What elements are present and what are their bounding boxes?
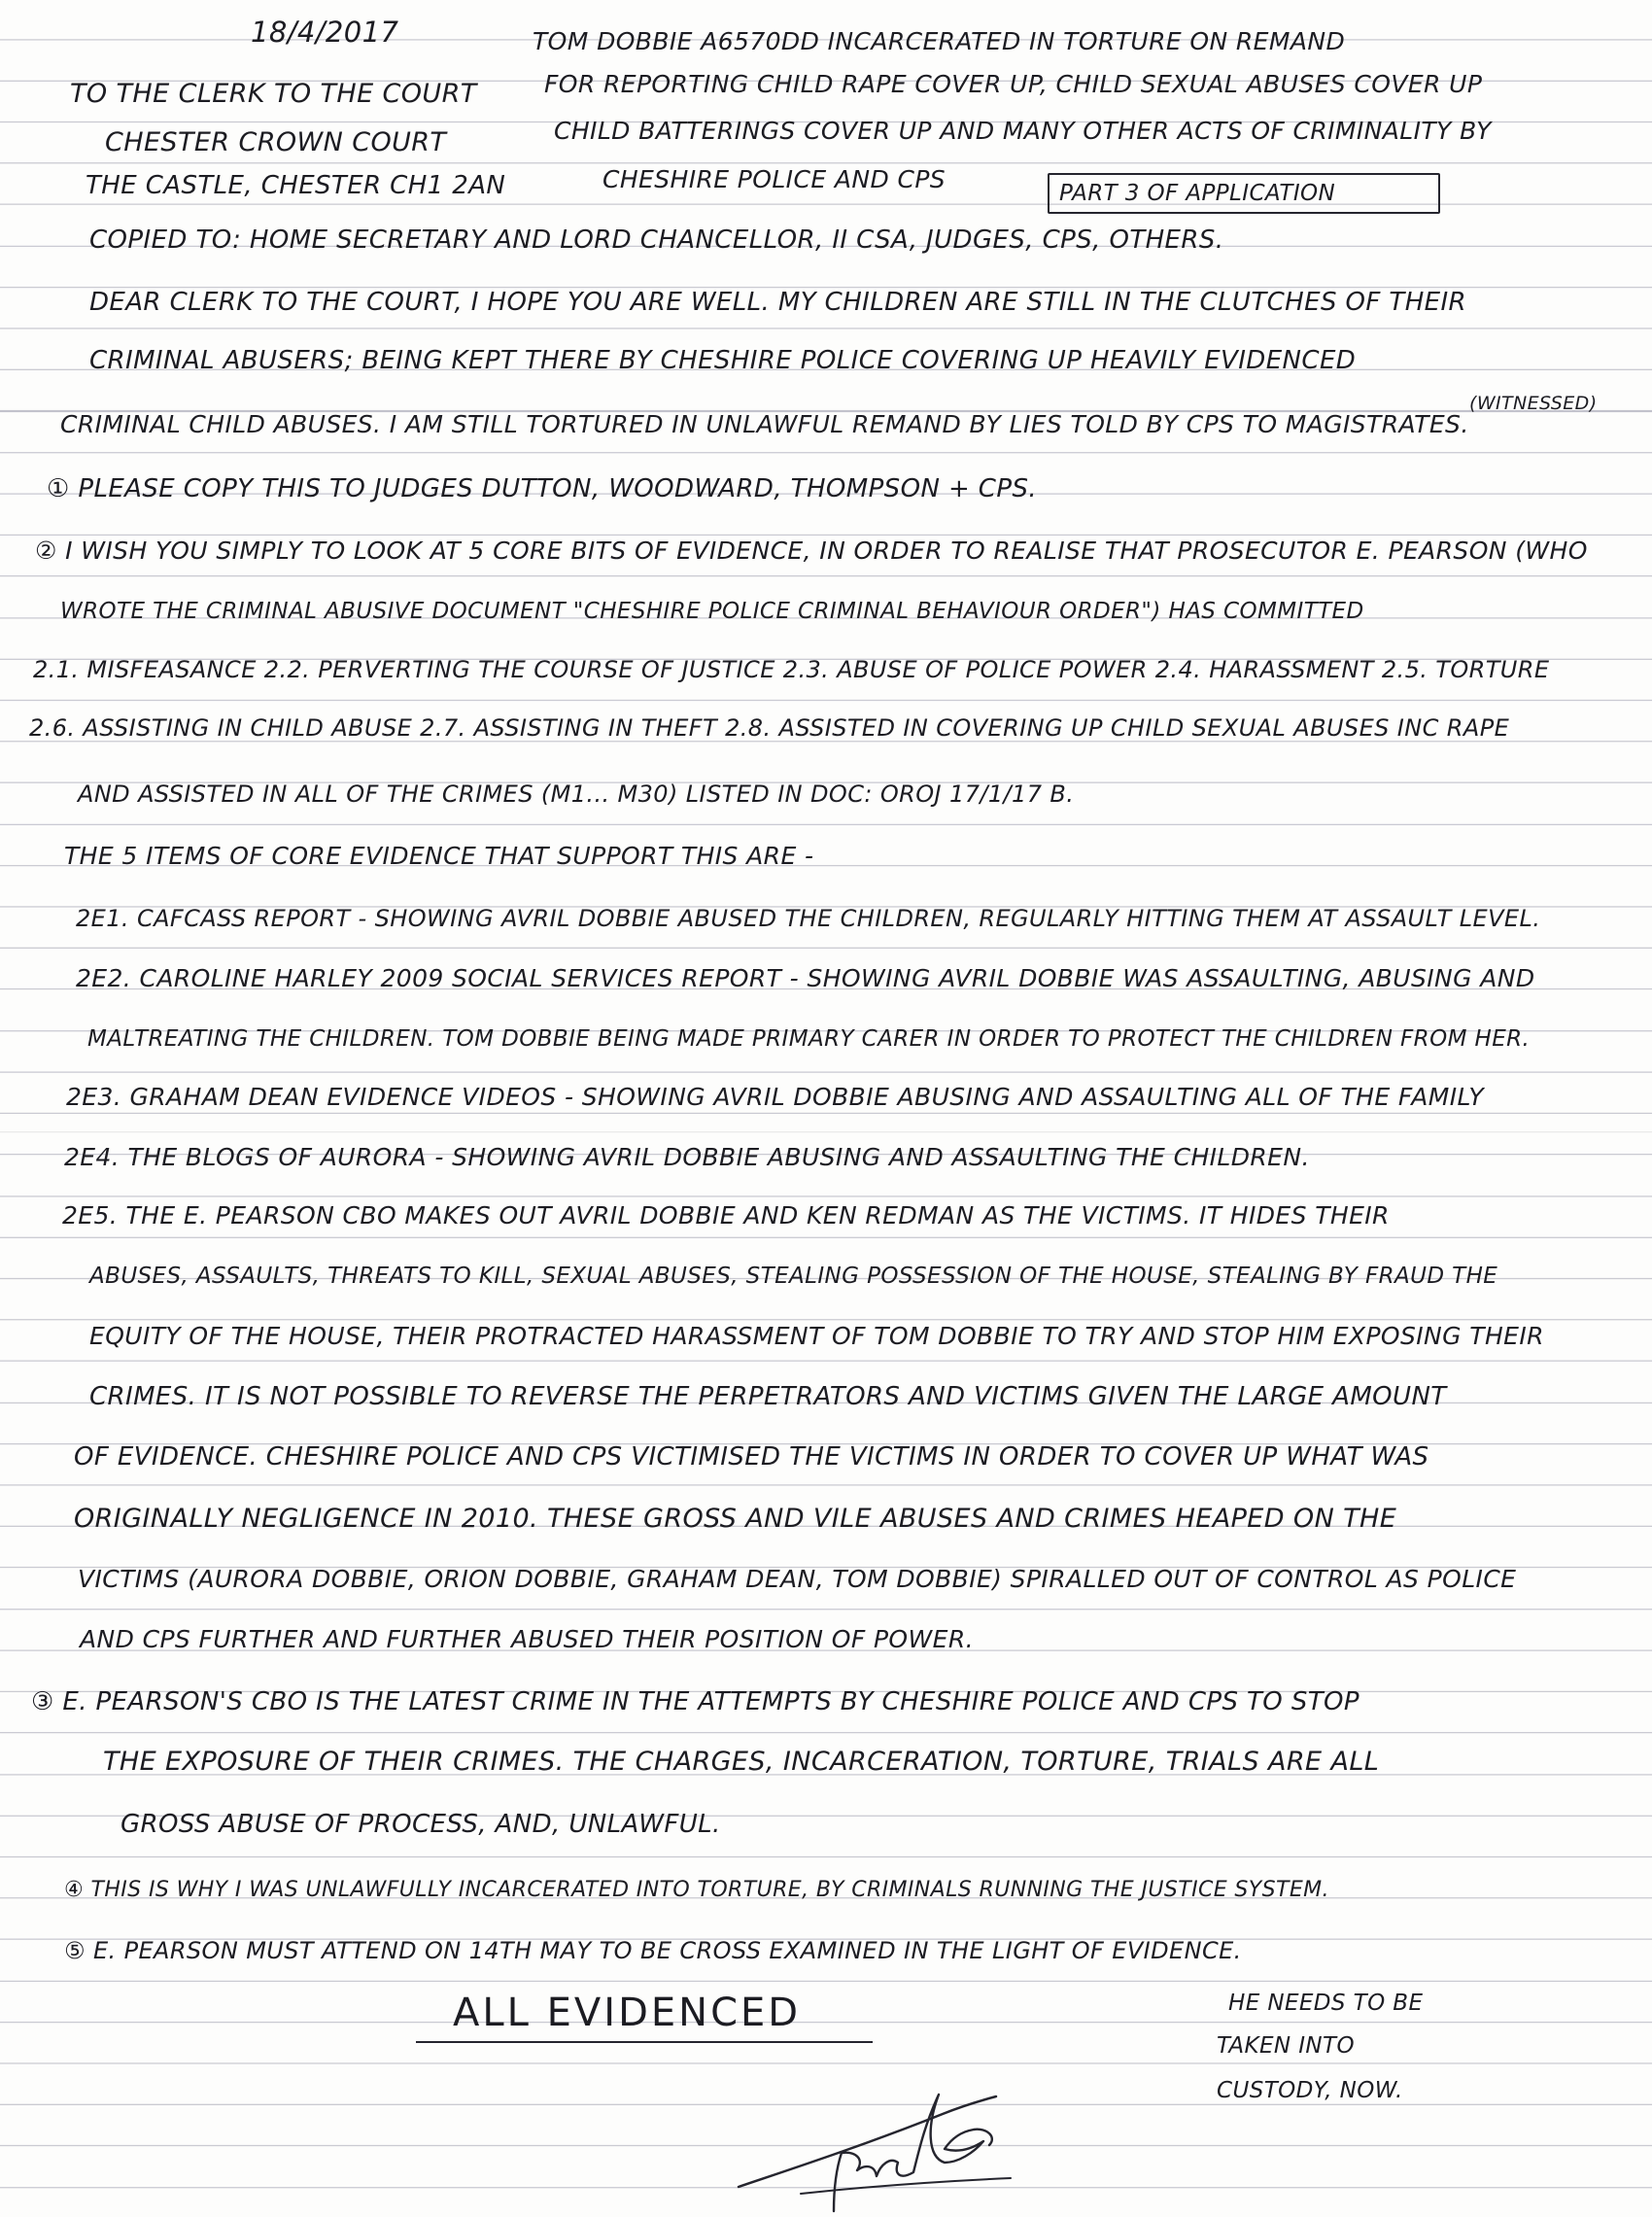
address-line-3: THE CASTLE, CHESTER CH1 2AN — [86, 171, 506, 200]
title-line-3: CHILD BATTERINGS COVER UP AND MANY OTHER ACTS OF CRIMINALITY BY — [554, 117, 1492, 145]
letter-date: 18/4/2017 — [251, 16, 399, 49]
title-line-1: TOM DOBBIE A6570DD INCARCERATED IN TORTURE ON REMAND — [533, 27, 1346, 55]
evidence-2e5-line-7: VICTIMS (AURORA DOBBIE, ORION DOBBIE, GRAHAM DEAN, TOM DOBBIE) SPIRALLED OUT OF CONTROL AS POLICE — [78, 1565, 1517, 1593]
evidence-2e5-line-2: ABUSES, ASSAULTS, THREATS TO KILL, SEXUAL ABUSES, STEALING POSSESSION OF THE HOUSE, STEALING BY FRAUD THE — [89, 1264, 1498, 1289]
evidence-intro: THE 5 ITEMS OF CORE EVIDENCE THAT SUPPORT THIS ARE - — [64, 842, 814, 870]
point-5: ⑤ E. PEARSON MUST ATTEND ON 14TH MAY TO BE CROSS EXAMINED IN THE LIGHT OF EVIDENCE. — [64, 1937, 1242, 1964]
greeting-line-3: CRIMINAL CHILD ABUSES. I AM STILL TORTURED IN UNLAWFUL REMAND BY LIES TOLD BY CPS TO MAGISTRATES. — [60, 410, 1469, 438]
point-2-line-4: 2.6. ASSISTING IN CHILD ABUSE 2.7. ASSISTING IN THEFT 2.8. ASSISTED IN COVERING UP CHILD SEXUAL ABUSES INC RAPE — [29, 714, 1510, 742]
evidence-2e1: 2E1. CAFCASS REPORT - SHOWING AVRIL DOBBIE ABUSED THE CHILDREN, REGULARLY HITTING THEM AT ASSAULT LEVEL. — [76, 905, 1541, 932]
part-label-box — [1048, 173, 1440, 214]
signature-scribble — [719, 2056, 1030, 2217]
evidence-2e5-line-1: 2E5. THE E. PEARSON CBO MAKES OUT AVRIL DOBBIE AND KEN REDMAN AS THE VICTIMS. IT HIDES THEIR — [62, 1201, 1390, 1230]
witnessed-note: (WITNESSED) — [1469, 393, 1598, 414]
title-line-4: CHESHIRE POLICE AND CPS — [602, 165, 946, 193]
side-note-line-1: HE NEEDS TO BE — [1228, 1991, 1424, 2016]
part-label: PART 3 OF APPLICATION — [1059, 181, 1336, 206]
evidence-2e2-line-1: 2E2. CAROLINE HARLEY 2009 SOCIAL SERVICES REPORT - SHOWING AVRIL DOBBIE WAS ASSAULTING, ABUSING AND — [76, 964, 1535, 992]
point-3-line-3: GROSS ABUSE OF PROCESS, AND, UNLAWFUL. — [120, 1810, 721, 1839]
point-2-line-5: AND ASSISTED IN ALL OF THE CRIMES (M1... M30) LISTED IN DOC: OROJ 17/1/17 B. — [78, 780, 1075, 808]
title-line-2: FOR REPORTING CHILD RAPE COVER UP, CHILD SEXUAL ABUSES COVER UP — [544, 70, 1483, 98]
greeting-line-1: DEAR CLERK TO THE COURT, I HOPE YOU ARE WELL. MY CHILDREN ARE STILL IN THE CLUTCHES OF THEIR — [89, 288, 1467, 317]
point-4: ④ THIS IS WHY I WAS UNLAWFULLY INCARCERATED INTO TORTURE, BY CRIMINALS RUNNING THE JUSTICE SYSTEM. — [64, 1878, 1329, 1902]
side-note-line-2: TAKEN INTO — [1217, 2033, 1355, 2059]
address-line-2: CHESTER CROWN COURT — [105, 127, 447, 157]
evidence-2e5-line-5: OF EVIDENCE. CHESHIRE POLICE AND CPS VICTIMISED THE VICTIMS IN ORDER TO COVER UP WHAT WAS — [74, 1442, 1429, 1472]
point-3-line-2: THE EXPOSURE OF THEIR CRIMES. THE CHARGES, INCARCERATION, TORTURE, TRIALS ARE ALL — [103, 1747, 1380, 1777]
evidence-2e3: 2E3. GRAHAM DEAN EVIDENCE VIDEOS - SHOWING AVRIL DOBBIE ABUSING AND ASSAULTING ALL OF THE FAMILY — [66, 1083, 1485, 1111]
page-fold — [0, 1131, 1652, 1133]
side-note-line-3: CUSTODY, NOW. — [1217, 2078, 1403, 2103]
closing-all-evidenced: ALL EVIDENCED — [453, 1991, 802, 2035]
evidence-2e4: 2E4. THE BLOGS OF AURORA - SHOWING AVRIL DOBBIE ABUSING AND ASSAULTING THE CHILDREN. — [64, 1143, 1310, 1171]
evidence-2e5-line-8: AND CPS FURTHER AND FURTHER ABUSED THEIR POSITION OF POWER. — [80, 1625, 974, 1653]
evidence-2e5-line-4: CRIMES. IT IS NOT POSSIBLE TO REVERSE THE PERPETRATORS AND VICTIMS GIVEN THE LARGE AMOUNT — [89, 1382, 1447, 1411]
point-2-line-2: WROTE THE CRIMINAL ABUSIVE DOCUMENT "CHESHIRE POLICE CRIMINAL BEHAVIOUR ORDER") HAS COMMITTED — [60, 599, 1364, 624]
greeting-line-2: CRIMINAL ABUSERS; BEING KEPT THERE BY CHESHIRE POLICE COVERING UP HEAVILY EVIDENCED — [89, 346, 1357, 375]
address-line-1: TO THE CLERK TO THE COURT — [70, 79, 477, 109]
closing-underline — [416, 2041, 873, 2043]
point-1: ① PLEASE COPY THIS TO JUDGES DUTTON, WOODWARD, THOMPSON + CPS. — [47, 474, 1038, 503]
point-2-line-1: ② I WISH YOU SIMPLY TO LOOK AT 5 CORE BITS OF EVIDENCE, IN ORDER TO REALISE THAT PROSECUTOR E. PEARSON (WHO — [35, 537, 1588, 565]
evidence-2e5-line-3: EQUITY OF THE HOUSE, THEIR PROTRACTED HARASSMENT OF TOM DOBBIE TO TRY AND STOP HIM EXPOSING THEIR — [89, 1322, 1544, 1350]
copied-to: COPIED TO: HOME SECRETARY AND LORD CHANCELLOR, II CSA, JUDGES, CPS, OTHERS. — [89, 225, 1224, 255]
point-3-line-1: ③ E. PEARSON'S CBO IS THE LATEST CRIME IN THE ATTEMPTS BY CHESHIRE POLICE AND CPS TO STOP — [31, 1687, 1359, 1716]
evidence-2e2-line-2: MALTREATING THE CHILDREN. TOM DOBBIE BEING MADE PRIMARY CARER IN ORDER TO PROTECT THE CHILDREN FROM HER. — [87, 1026, 1531, 1052]
point-2-line-3: 2.1. MISFEASANCE 2.2. PERVERTING THE COURSE OF JUSTICE 2.3. ABUSE OF POLICE POWER 2.4. HARASSMENT 2.5. TORTURE — [33, 656, 1550, 683]
evidence-2e5-line-6: ORIGINALLY NEGLIGENCE IN 2010. THESE GROSS AND VILE ABUSES AND CRIMES HEAPED ON THE — [74, 1504, 1397, 1534]
